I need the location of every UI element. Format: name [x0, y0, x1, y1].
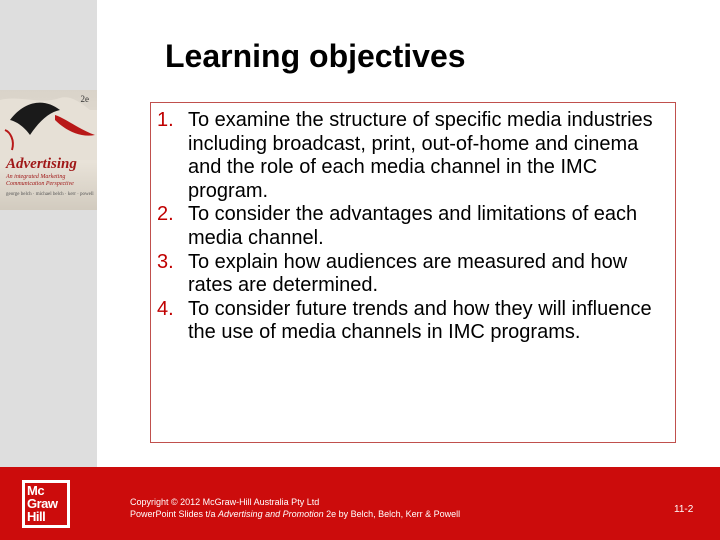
copyright-prefix: PowerPoint Slides t/a — [130, 509, 219, 519]
objective-item — [157, 203, 671, 250]
sidebar-panel — [0, 0, 97, 467]
book-authors: george belch · michael belch · kerr · powell — [6, 192, 94, 197]
logo-line: Graw — [27, 496, 58, 511]
objectives-box — [150, 102, 676, 443]
objective-number: 2. — [157, 203, 174, 226]
slide-title: Learning objectives — [165, 38, 466, 74]
book-edition-label: 2e — [80, 94, 89, 104]
copyright-book-title: Advertising and Promotion — [218, 509, 324, 519]
objectives-list — [157, 103, 671, 345]
footer-bar — [0, 467, 720, 540]
objective-text: To consider the advantages and limitations of each media channel. — [188, 203, 638, 249]
page-number: 11-2 — [674, 504, 694, 515]
logo-line: Hill — [27, 509, 46, 524]
objective-item — [157, 298, 671, 345]
objective-text: To consider future trends and how they will influence the use of media channels in IMC programs. — [188, 297, 652, 344]
book-title: Advertising — [6, 156, 77, 172]
mcgraw-hill-logo-text — [25, 483, 67, 525]
copyright-line — [130, 508, 460, 520]
copyright-notice — [130, 496, 460, 520]
objective-item — [157, 251, 671, 298]
book-subtitle: An integrated Marketing Communication Perspective — [6, 174, 74, 187]
logo-line: Mc — [27, 483, 45, 498]
objective-number: 1. — [157, 109, 174, 131]
mcgraw-hill-logo — [22, 480, 70, 528]
book-cover-image — [0, 90, 97, 210]
copyright-line: Copyright © 2012 McGraw-Hill Australia Pty Ltd — [130, 497, 320, 507]
objective-number: 3. — [157, 250, 174, 273]
objective-text: To examine the structure of specific media industries including broadcast, print, out-of-home and cinema and the role of each media channel in the IMC program. — [188, 109, 653, 202]
objective-item — [157, 109, 671, 203]
copyright-suffix: 2e by Belch, Belch, Kerr & Powell — [323, 509, 461, 519]
objective-text: To explain how audiences are measured and how rates are determined. — [188, 250, 628, 297]
objective-number: 4. — [157, 297, 174, 320]
